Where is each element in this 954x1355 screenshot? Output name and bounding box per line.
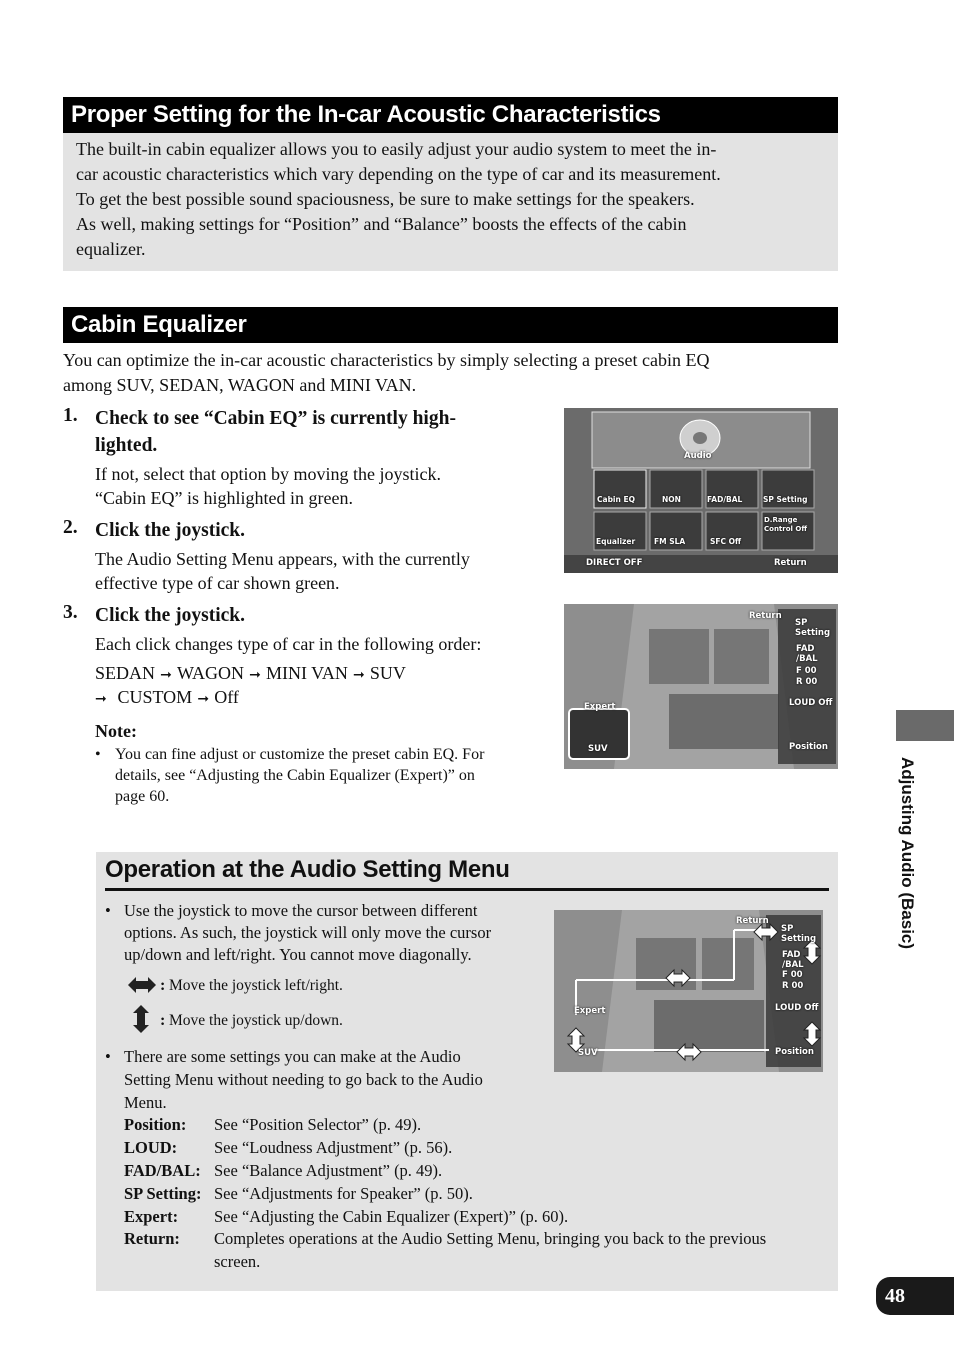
intro-box	[63, 133, 838, 271]
screenshot-audio-setting	[564, 604, 838, 769]
step3-heading: Click the joystick.	[95, 605, 246, 626]
section-side-label: Adjusting Audio (Basic)	[898, 757, 917, 950]
note-label: Note:	[95, 721, 137, 741]
tile-sfc-off: SFC Off	[710, 537, 742, 546]
bullet: •	[105, 901, 111, 920]
fader-value: F 00	[796, 666, 817, 676]
suv-label: SUV	[588, 744, 608, 754]
screenshot-audio-setting-arrows	[554, 910, 823, 1072]
seq-item: WAGON	[177, 663, 245, 683]
colon: :	[160, 977, 166, 994]
step1-body: “Cabin EQ” is highlighted in green.	[95, 488, 353, 508]
tile-fm-sla: FM SLA	[654, 537, 686, 546]
bullet2-line: Menu.	[124, 1093, 167, 1112]
tile-equalizer: Equalizer	[596, 537, 636, 546]
rear-value: R 00	[796, 677, 818, 687]
suv-label: SUV	[578, 1048, 598, 1058]
fadbal-label: FAD /BAL	[796, 644, 818, 664]
step2-body: effective type of car shown green.	[95, 573, 340, 593]
loud-label: LOUD Off	[789, 698, 833, 708]
def-desc: Completes operations at the Audio Setting Menu, bringing you back to the previous	[214, 1229, 767, 1248]
intro-line: equalizer.	[76, 239, 146, 259]
section-heading-acoustic: Proper Setting for the In-car Acoustic Characteristics	[63, 97, 838, 133]
sp-setting-label: SP Setting	[781, 924, 817, 944]
up-down-arrow-icon	[132, 1005, 150, 1038]
tile-non: NON	[662, 495, 681, 504]
bullet2-line: There are some settings you can make at the Audio	[124, 1047, 461, 1066]
step-number: 1.	[63, 405, 78, 426]
sp-setting-label: SP Setting	[795, 618, 831, 638]
step2-heading: Click the joystick.	[95, 520, 246, 541]
def-row-cont: screen.	[214, 1252, 261, 1271]
def-term: Position:	[124, 1115, 187, 1134]
tile-fadbal: FAD/BAL	[707, 495, 743, 504]
sequence-line-2	[95, 685, 239, 712]
def-term: SP Setting:	[124, 1184, 202, 1203]
section-tab	[896, 710, 954, 741]
def-term: Return:	[124, 1229, 180, 1248]
step3-body: Each click changes type of car in the following order:	[95, 634, 482, 654]
note-bullet: •	[95, 746, 101, 763]
sequence-line-1	[95, 661, 406, 688]
intro-line: To get the best possible sound spaciousness, be sure to make settings for the speakers.	[76, 189, 695, 209]
step1-heading: Check to see “Cabin EQ” is currently high-	[95, 408, 456, 429]
audio-label: Audio	[684, 451, 712, 461]
left-right-text: Move the joystick left/right.	[169, 977, 343, 994]
intro-line: As well, making settings for “Position” and “Balance” boosts the effects of the cabin	[76, 214, 687, 234]
intro-line: The built-in cabin equalizer allows you to easily adjust your audio system to meet the in-	[76, 139, 717, 159]
return-label: Return	[736, 916, 769, 926]
position-label: Position	[775, 1047, 814, 1057]
step1-heading-cont: lighted.	[95, 435, 158, 456]
seq-item: SUV	[369, 663, 406, 683]
def-term: FAD/BAL:	[124, 1161, 201, 1180]
def-row	[124, 1160, 442, 1182]
arrow-right-icon: ➞	[95, 691, 107, 707]
expert-label: Expert	[584, 702, 616, 712]
colon: :	[160, 1012, 166, 1029]
arrow-right-icon: ➞	[197, 691, 210, 707]
step-number: 2.	[63, 517, 78, 538]
arrow-right-icon: ➞	[352, 667, 365, 683]
note-line: details, see “Adjusting the Cabin Equalizer (Expert)” on	[115, 767, 475, 784]
loud-label: LOUD Off	[775, 1003, 819, 1013]
def-row	[124, 1137, 452, 1159]
arrow-right-icon: ➞	[160, 667, 172, 683]
arrow-right-icon: ➞	[249, 667, 261, 683]
section-heading-cabin-eq: Cabin Equalizer	[63, 307, 838, 343]
note-line: page 60.	[115, 788, 170, 805]
cabin-intro-line: You can optimize the in-car acoustic characteristics by simply selecting a preset cabin EQ	[63, 350, 710, 370]
bullet2-line: Setting Menu without needing to go back to the Audio	[124, 1070, 483, 1089]
audio-menu-graphic	[564, 408, 838, 573]
def-desc: See “Adjustments for Speaker” (p. 50).	[214, 1184, 473, 1203]
seq-item: MINI VAN	[266, 663, 348, 683]
fadbal-label: FAD /BAL	[782, 950, 804, 970]
up-down-text: Move the joystick up/down.	[169, 1012, 343, 1029]
tile-drange: D.Range Control Off	[764, 516, 807, 533]
note-line: You can fine adjust or customize the preset cabin EQ. For	[115, 746, 485, 763]
seq-item: SEDAN	[95, 663, 156, 683]
page-number: 48	[876, 1277, 954, 1315]
def-term: Expert:	[124, 1207, 179, 1226]
position-label: Position	[789, 742, 828, 752]
expert-label: Expert	[574, 1006, 606, 1016]
bullet1-line: options. As such, the joystick will only move the cursor	[124, 923, 492, 942]
def-desc: See “Loudness Adjustment” (p. 56).	[214, 1138, 453, 1157]
seq-item: Off	[214, 687, 239, 707]
direct-off-label: DIRECT OFF	[586, 558, 643, 568]
def-desc: See “Adjusting the Cabin Equalizer (Expert)” (p. 60).	[214, 1207, 569, 1226]
bullet1-line: up/down and left/right. You cannot move diagonally.	[124, 945, 472, 964]
step1-body: If not, select that option by moving the joystick.	[95, 464, 441, 484]
def-row	[124, 1206, 568, 1228]
return-label: Return	[749, 611, 782, 621]
section-heading-operation: Operation at the Audio Setting Menu	[105, 856, 510, 883]
screenshot-audio-menu	[564, 408, 838, 573]
def-desc: See “Position Selector” (p. 49).	[214, 1115, 422, 1134]
intro-line: car acoustic characteristics which vary depending on the type of car and its measurement.	[76, 164, 721, 184]
cabin-intro-line: among SUV, SEDAN, WAGON and MINI VAN.	[63, 375, 417, 395]
fader-value: F 00	[782, 970, 803, 980]
return-label: Return	[774, 558, 807, 568]
def-row	[124, 1183, 473, 1205]
heading-rule	[105, 888, 829, 891]
tile-sp-setting: SP Setting	[763, 495, 808, 504]
bullet1-line: Use the joystick to move the cursor between different	[124, 901, 478, 920]
bullet: •	[105, 1047, 111, 1066]
rear-value: R 00	[782, 981, 804, 991]
tile-cabin-eq: Cabin EQ	[597, 495, 635, 504]
def-desc: See “Balance Adjustment” (p. 49).	[214, 1161, 443, 1180]
def-row	[124, 1114, 421, 1136]
seq-item: CUSTOM	[117, 687, 193, 707]
def-term: LOUD:	[124, 1138, 178, 1157]
step2-body: The Audio Setting Menu appears, with the currently	[95, 549, 470, 569]
left-right-arrow-icon	[128, 976, 156, 999]
step-number: 3.	[63, 602, 78, 623]
def-row	[124, 1228, 766, 1250]
